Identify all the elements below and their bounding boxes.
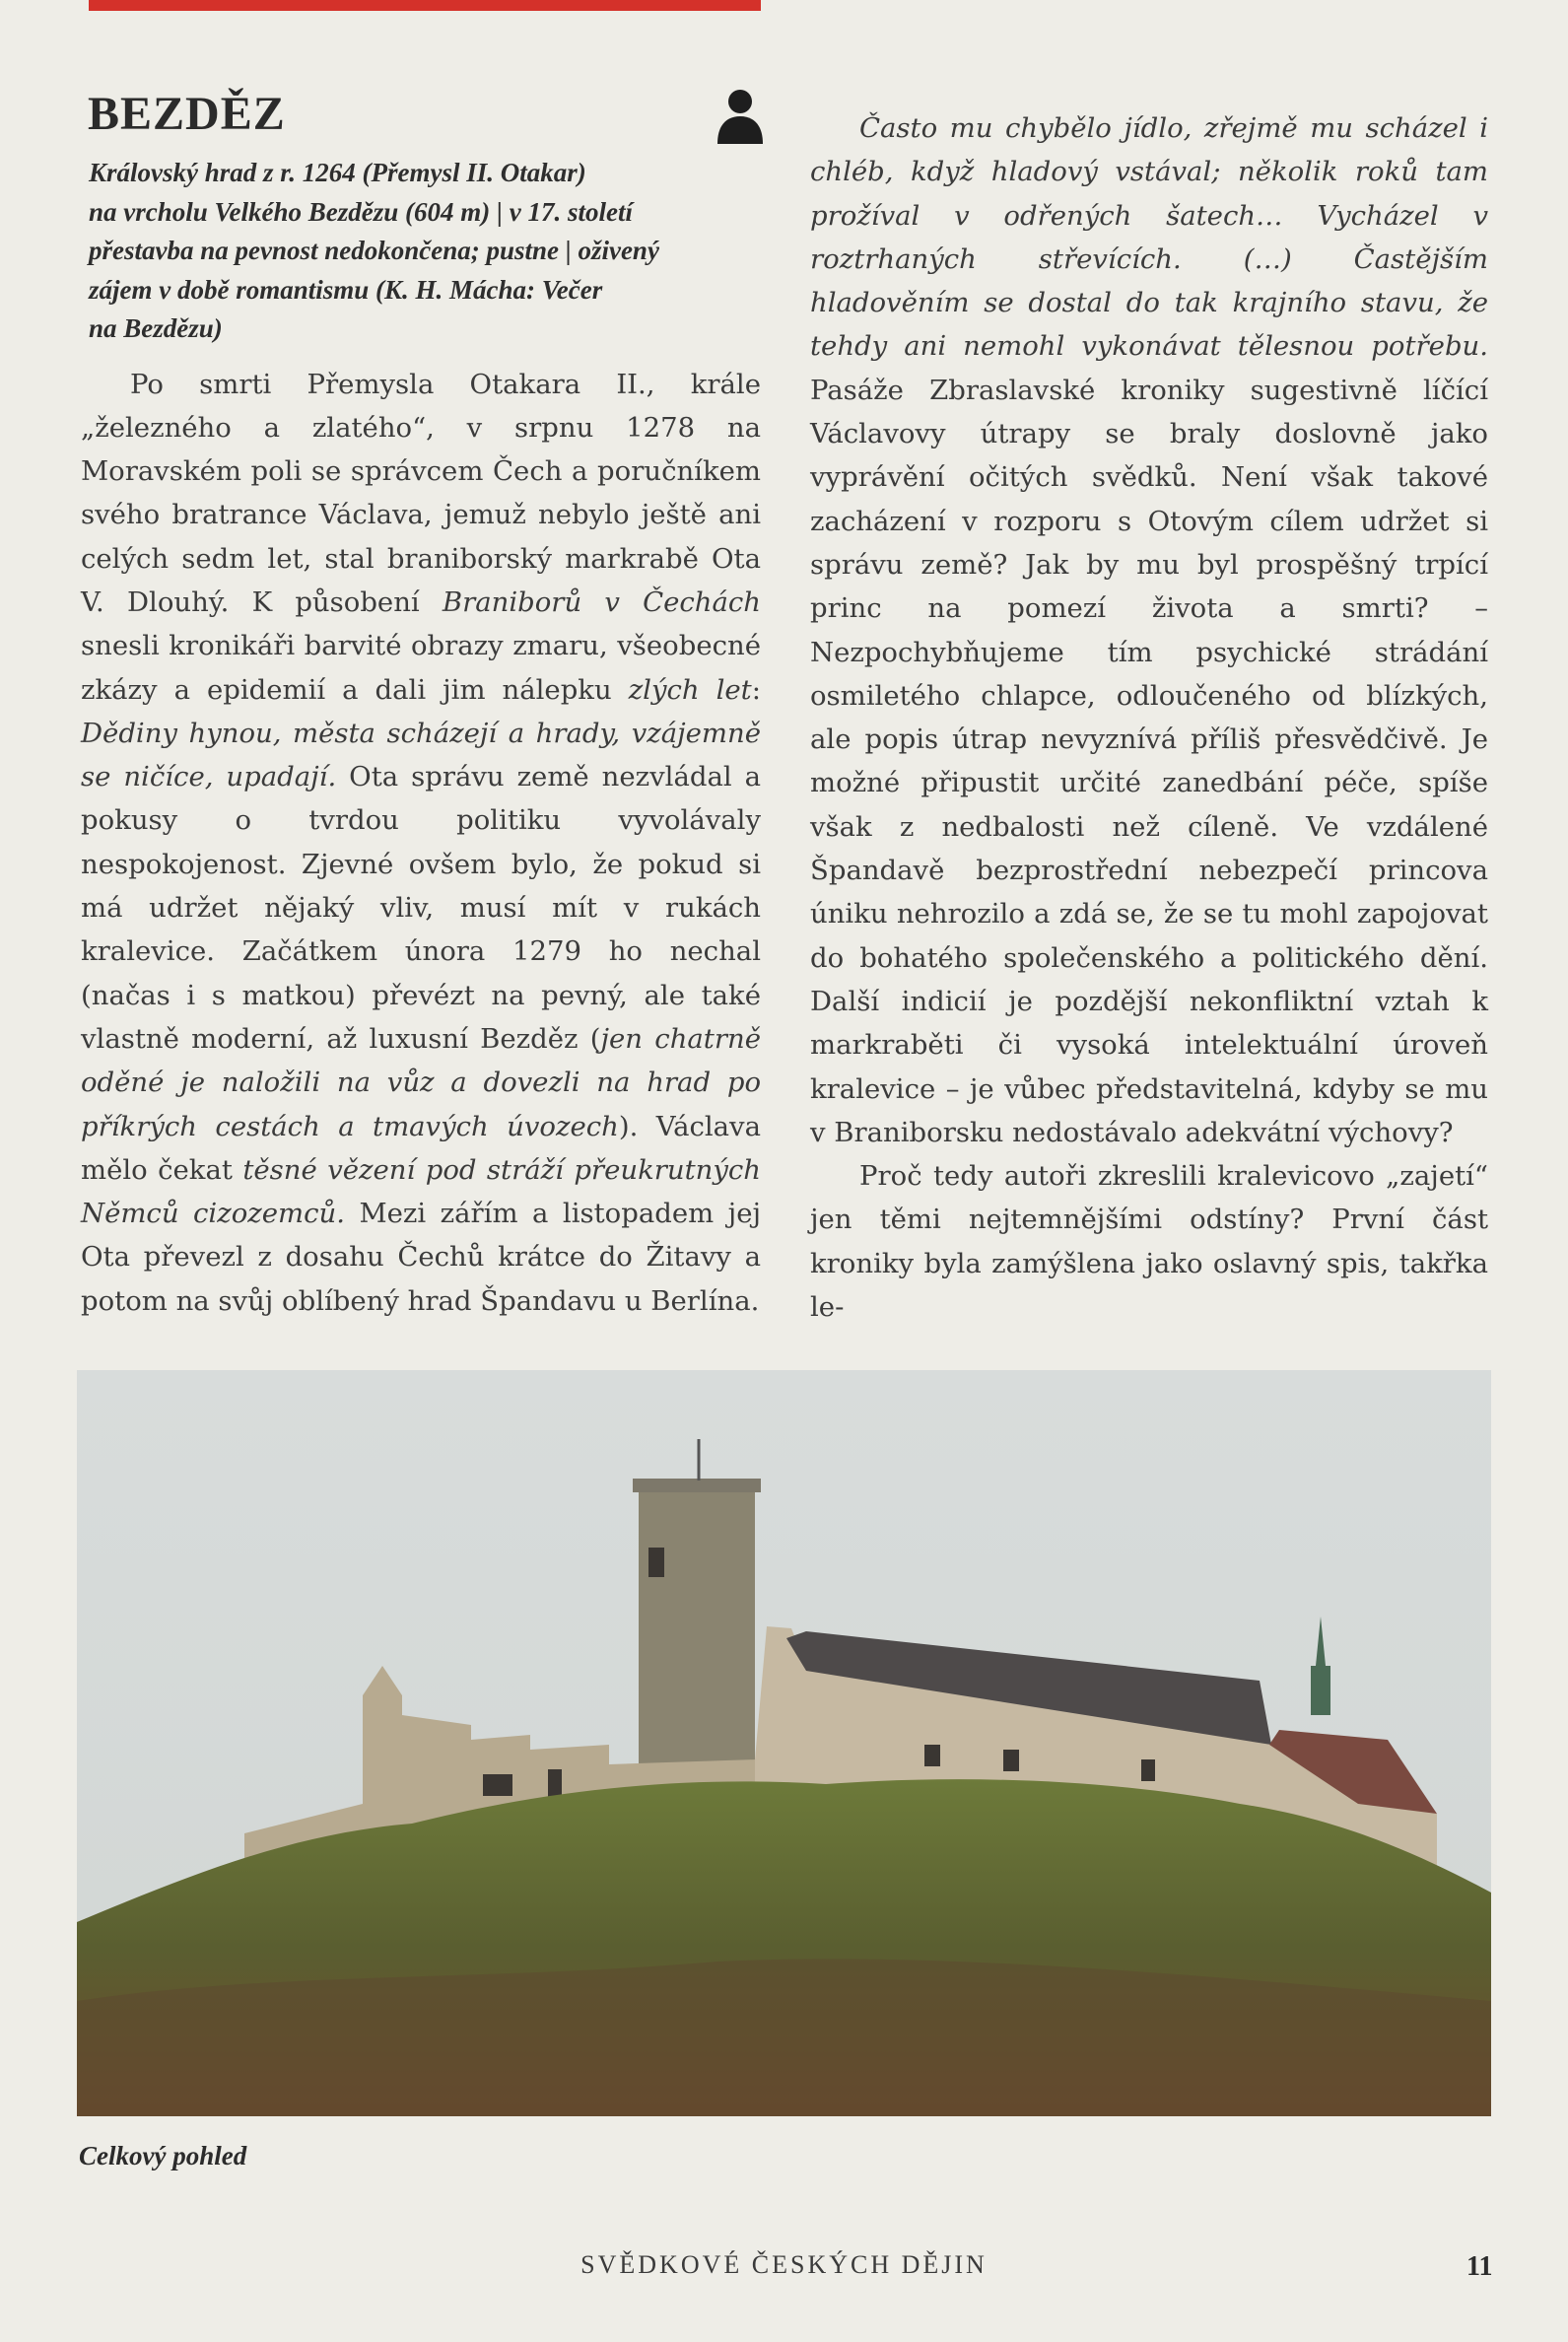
summary-line: Královský hrad z r. 1264 (Přemysl II. Otakar) bbox=[89, 158, 586, 187]
italic-quote: Dědiny hynou, města scházejí a hrady, vzájemně se ničíce, upadají. bbox=[81, 717, 761, 793]
castle-summary bbox=[89, 154, 719, 349]
person-icon bbox=[716, 87, 765, 144]
text-run: ). Václava mělo čekat bbox=[81, 1110, 761, 1186]
paragraph bbox=[81, 363, 761, 1324]
left-column bbox=[81, 81, 761, 1323]
left-body-text bbox=[81, 363, 761, 1324]
text-run: Ota správu země nezvládal a pokusy o tvrdou politiku vyvolávaly nespokojenost. Zjevné ovšem bylo, že pokud si má udržet nějaký vliv, musí mít v rukách kralevice. Začátkem února 1279 ho nechal (načas i s matkou) převézt na pevný, ale také vlastně moderní, až luxusní Bezděz ( bbox=[81, 761, 761, 1055]
text-run: Po smrti Přemysla Otakara II., krále „železného a zlatého“, v srpnu 1278 na Moravském poli se správcem Čech a poručníkem svého bratrance Václava, jemuž nebylo ještě ani celých sedm let, stal braniborský markrabě Ota V. Dlouhý. K působení bbox=[81, 368, 761, 618]
italic-quote: jen chatrně oděné je naložili na vůz a dovezli na hrad po příkrých cestách a tmavých úvozech bbox=[81, 1022, 761, 1142]
summary-line: zájem v době romantismu (K. H. Mácha: Večer bbox=[89, 274, 603, 305]
paragraph bbox=[810, 106, 1488, 1154]
text-run: Mezi zářím a listopadem jej Ota převezl z dosahu Čechů krátce do Žitavy a potom na svůj oblíbený hrad Špandavu u Berlína. bbox=[81, 1198, 761, 1317]
italic-run: zlých let bbox=[628, 673, 752, 706]
summary-line: na Bezdězu) bbox=[89, 313, 223, 343]
text-run: Pasáže Zbraslavské kroniky sugestivně líčící Václavovy útrapy se braly doslovně jako vyprávění očitých svědků. Není však takové zacházení v rozporu s Otovým cílem udržet si správu země? Jak by mu byl prospěšný trpící princ na pomezí života a smrti? – Nezpochybňujeme tím psychické strádání osmiletého chlapce, odloučeného od blízkých, ale popis útrap nevyznívá příliš přesvědčivě. Je možné připustit určité zanedbání péče, spíše však z nedbalosti než cíleně. Ve vzdálené Špandavě bezprostřední nebezpečí princova úniku nehrozilo a zdá se, že se tu mohl zapojovat do bohatého společenského a politického dění. Další indicií je pozdější nekonfliktní vztah k markraběti či vysoká intelektuální úroveň kralevice – je vůbec představitelná, kdyby se mu v Braniborsku nedostávalo adekvátní výchovy? bbox=[810, 374, 1488, 1148]
running-footer: SVĚDKOVÉ ČESKÝCH DĚJIN bbox=[580, 2250, 988, 2279]
text-run: : bbox=[751, 673, 761, 706]
right-column bbox=[810, 106, 1488, 1329]
summary-line: přestavba na pevnost nedokončena; pustne | oživený bbox=[89, 236, 659, 265]
italic-quote: Často mu chybělo jídlo, zřejmě mu scházel i chléb, když hladový vstával; několik roků tam prožíval v odřených šatech… Vycházel v roztrhaných střevících. (…) Častějším hladověním se dostal do tak krajního stavu, že tehdy ani nemohl vykonávat tělesnou potřebu. bbox=[810, 112, 1488, 363]
page-number: 11 bbox=[1466, 2251, 1493, 2282]
text-run: snesli kronikáři barvité obrazy zmaru, všeobecné zkázy a epidemií a dali jim nálepku bbox=[81, 630, 761, 706]
accent-bar bbox=[89, 0, 761, 11]
page-title: BEZDĚZ bbox=[88, 88, 286, 140]
castle-illustration bbox=[77, 1370, 1491, 2116]
summary-line: na vrcholu Velkého Bezdězu (604 m) | v 17. století bbox=[89, 196, 633, 227]
castle-photo bbox=[77, 1370, 1491, 2116]
paragraph: Proč tedy autoři zkreslili kralevicovo „zajetí“ jen těmi nejtemnějšími odstíny? První část kroniky byla zamýšlena jako oslavný spis, takřka le- bbox=[810, 1160, 1488, 1324]
title-row bbox=[81, 81, 761, 146]
italic-quote: těsné vězení pod stráží přeukrutných Němců cizozemců. bbox=[81, 1153, 761, 1230]
photo-caption: Celkový pohled bbox=[79, 2141, 247, 2170]
italic-run: Braniborů v Čechách bbox=[442, 586, 761, 618]
